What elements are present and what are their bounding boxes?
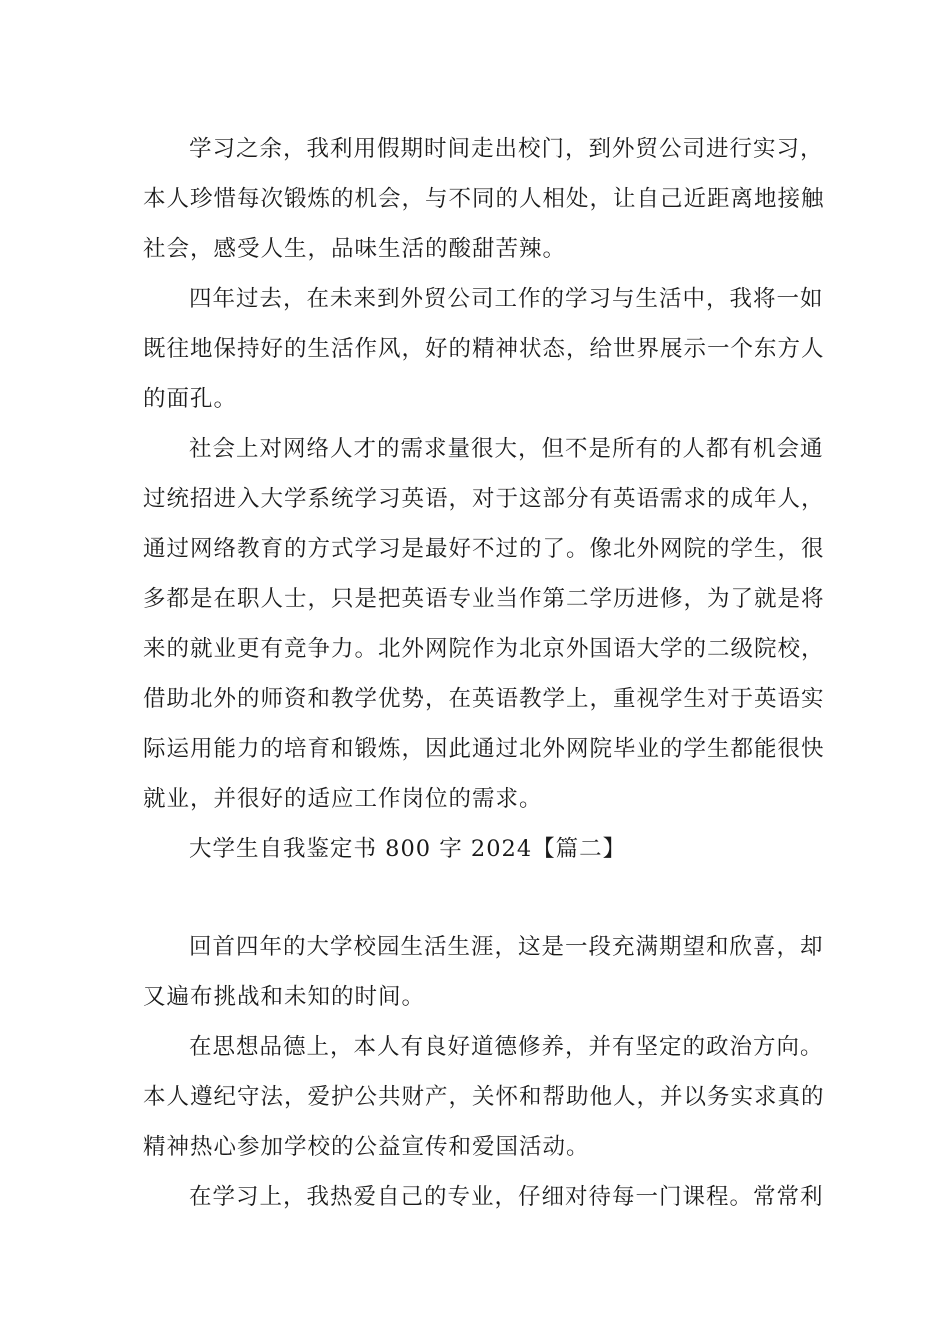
paragraph-line: 在学习上，我热爱自己的专业，仔细对待每一门课程。常常利 [189,1184,824,1210]
paragraph-line: 本人珍惜每次锻炼的机会，与不同的人相处，让自己近距离地接触 [143,186,825,212]
paragraph-line: 社会上对网络人才的需求量很大，但不是所有的人都有机会通 [189,436,824,462]
paragraph-line: 就业，并很好的适应工作岗位的需求。 [143,786,543,812]
paragraph-line: 借助北外的师资和教学优势，在英语教学上，重视学生对于英语实 [143,686,825,712]
paragraph-line: 来的就业更有竞争力。北外网院作为北京外国语大学的二级院校， [143,636,825,662]
paragraph-line: 多都是在职人士，只是把英语专业当作第二学历进修，为了就是将 [143,586,825,612]
paragraph-line: 社会，感受人生，品味生活的酸甜苦辣。 [143,236,567,262]
paragraph-line: 过统招进入大学系统学习英语，对于这部分有英语需求的成年人， [143,486,825,512]
paragraph-line: 既往地保持好的生活作风，好的精神状态，给世界展示一个东方人 [143,336,825,362]
paragraph-line: 学习之余，我利用假期时间走出校门，到外贸公司进行实习， [189,136,824,162]
paragraph-line: 本人遵纪守法，爱护公共财产，关怀和帮助他人，并以务实求真的 [143,1084,825,1110]
paragraph-line: 通过网络教育的方式学习是最好不过的了。像北外网院的学生，很 [143,536,825,562]
paragraph-line: 又遍布挑战和未知的时间。 [143,984,426,1010]
paragraph-line: 精神热心参加学校的公益宣传和爱国活动。 [143,1134,590,1160]
section-heading: 大学生自我鉴定书 800 字 2024【篇二】 [189,836,627,862]
paragraph-line: 回首四年的大学校园生活生涯，这是一段充满期望和欣喜，却 [189,934,824,960]
paragraph-line: 际运用能力的培育和锻炼，因此通过北外网院毕业的学生都能很快 [143,736,825,762]
paragraph-line: 四年过去，在未来到外贸公司工作的学习与生活中，我将一如 [189,286,824,312]
paragraph-line: 的面孔。 [143,386,238,412]
paragraph-line: 在思想品德上，本人有良好道德修养，并有坚定的政治方向。 [189,1034,824,1060]
